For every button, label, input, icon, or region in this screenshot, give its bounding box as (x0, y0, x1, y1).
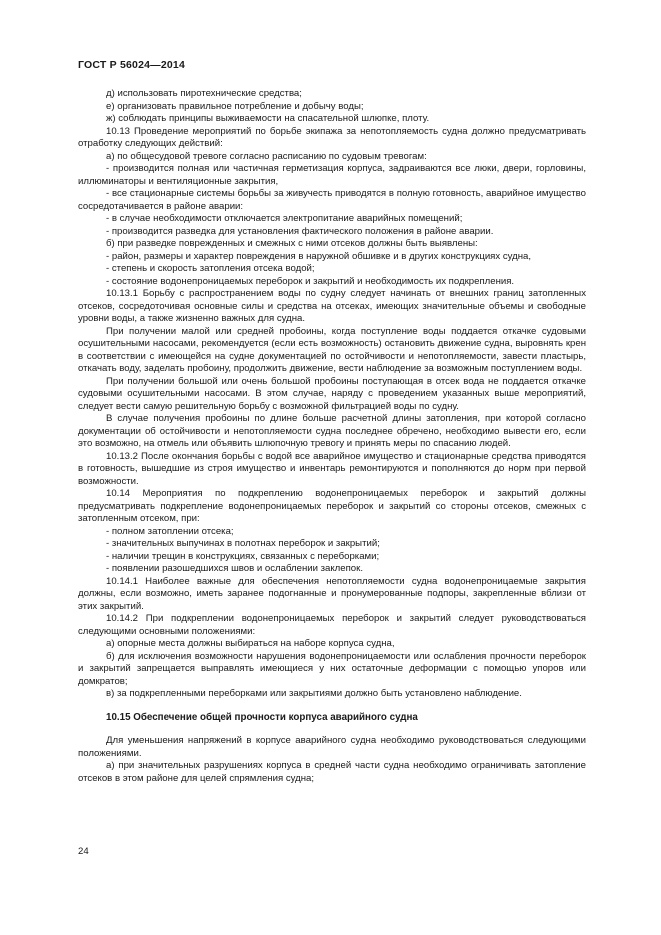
paragraph: б) для исключения возможности нарушения водонепроницаемости или ослабления прочности переборок и закрытий запрещается выправлять имеющиеся у них остаточные деформации с помощью упоров или домкратов; (78, 650, 586, 687)
paragraph: д) использовать пиротехнические средства; (106, 88, 302, 99)
paragraph: е) организовать правильное потребление и добычу воды; (106, 100, 364, 112)
paragraph: Для уменьшения напряжений в корпусе аварийного судна необходимо руководствоваться следующими положениями. (78, 735, 586, 759)
standard-header: ГОСТ Р 56024—2014 (78, 59, 186, 71)
paragraph: - производится полная или частичная герметизация корпуса, задраиваются все люки, двери, горловины, иллюминаторы и вентиляционные закрытия, (78, 163, 586, 187)
paragraph: - наличии трещин в конструкциях, связанных с переборками; (106, 550, 380, 562)
paragraph: При получении большой или очень большой пробоины поступающая в отсек вода не поддается откачке судовыми осушительными насосами. В этом случае, наряду с проведением указанных выше мероприятий, следует вести самую решительную борьбу с возможной фильтрацией воды по судну. (78, 375, 586, 412)
paragraph: 10.14.1 Наиболее важные для обеспечения непотопляемости судна водонепроницаемые закрытия должны, если возможно, иметь заранее подогнанные и пронумерованные подпоры, закрепленные вблизи от этих закрытий. (78, 575, 586, 612)
paragraph: а) при значительных разрушениях корпуса в средней части судна необходимо ограничивать затопление отсеков в этом районе для целей спрямления судна; (78, 760, 586, 784)
paragraph: 10.13.2 После окончания борьбы с водой все аварийное имущество и стационарные средства приводятся в готовность, вышедшие из строя имущество и инвентарь ремонтируются и пополняются до норм при первой возможности. (78, 450, 586, 487)
paragraph: - появлении разошедшихся швов и ослаблении заклепок. (106, 563, 364, 574)
paragraph: в) за подкрепленными переборками или закрытиями должно быть установлено наблюдение. (106, 688, 522, 699)
paragraph: - все стационарные системы борьбы за живучесть приводятся в полную готовность, аварийное имущество сосредотачивается в районе аварии: (78, 188, 586, 212)
paragraph: - полном затоплении отсека; (106, 525, 234, 537)
paragraph: 10.13.1 Борьбу с распространением воды по судну следует начинать от внешних границ затопленных отсеков, сосредоточивая основные силы и средства на отсеках, имеющих значительные объемы и свободные уровни воды, а также жизненно важных для судна. (78, 288, 586, 324)
paragraph: ж) соблюдать принципы выживаемости на спасательной шлюпке, плоту. (106, 113, 430, 124)
paragraph: - в случае необходимости отключается электропитание аварийных помещений; (106, 213, 463, 224)
paragraph: - степень и скорость затопления отсека водой; (106, 263, 315, 274)
section-heading: 10.15 Обеспечение общей прочности корпуса аварийного судна (106, 711, 418, 723)
paragraph: 10.13 Проведение мероприятий по борьбе экипажа за непотопляемость судна должно предусматривать отработку следующих действий: (78, 125, 586, 149)
paragraph: 10.14 Мероприятия по подкреплению водонепроницаемых переборок и закрытий должны предусматривать подкрепление водонепроницаемых переборок и закрытий со стороны отсеков, смежных с затопленным отсеком, при: (78, 488, 586, 524)
paragraph: 10.14.2 При подкреплении водонепроницаемых переборок и закрытий следует руководствоваться следующими основными положениями: (78, 613, 586, 637)
paragraph: б) при разведке поврежденных и смежных с ними отсеков должны быть выявлены: (106, 238, 478, 249)
document-body (78, 88, 586, 785)
paragraph: а) опорные места должны выбираться на наборе корпуса судна, (106, 638, 395, 649)
paragraph: При получении малой или средней пробоины, когда поступление воды поддается откачке судовыми осушительными насосами, рекомендуется (если есть возможность) остановить движение судна, выровнять крен в соответствии с имеющейся на судне документацией по остойчивости и непотопляемости, завести пластырь, откачать воду, заделать пробоину, продолжить движение, вести наблюдение за возможным поступлением воды. (78, 325, 586, 374)
paragraph: - производится разведка для установления фактического положения в районе аварии. (106, 225, 494, 237)
section-gap (78, 701, 586, 712)
paragraph: а) по общесудовой тревоге согласно расписанию по судовым тревогам: (106, 150, 427, 162)
section-gap (78, 724, 586, 735)
paragraph: - состояние водонепроницаемых переборок и закрытий и необходимость их подкрепления. (106, 275, 515, 287)
paragraph: - район, размеры и характер повреждения в наружной обшивке и в других конструкциях судна, (106, 250, 532, 262)
paragraph: В случае получения пробоины по длине больше расчетной длины затопления, при которой согласно документации об остойчивости и непотопляемости судна последнее обречено, необходимо вывести его, если это возможно, на отмель или объявить шлюпочную тревогу и принять меры по спасанию людей. (78, 413, 586, 449)
paragraph: - значительных выпучинах в полотнах переборок и закрытий; (106, 538, 380, 549)
page-number: 24 (78, 846, 89, 857)
